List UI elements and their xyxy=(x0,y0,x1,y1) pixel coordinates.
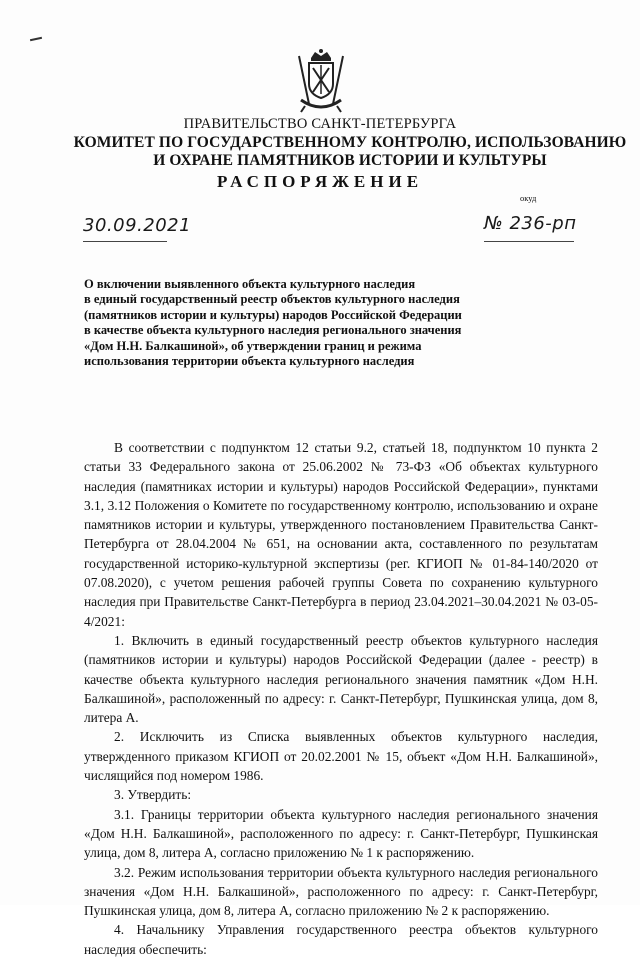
coat-of-arms-icon xyxy=(287,48,355,114)
item-2-paragraph: 2. Исключить из Списка выявленных объектов культурного наследия, утвержденного приказом КГИОП от 20.02.2001 № 15, объект «Дом Н.Н. Балкашиной», числящийся под номером 1986. xyxy=(84,729,598,784)
subject-line: в единый государственный реестр объектов культурного наследия xyxy=(84,292,460,307)
document-number: № 236-рп xyxy=(484,213,577,234)
committee-name-line: И ОХРАНЕ ПАМЯТНИКОВ ИСТОРИИ И КУЛЬТУРЫ xyxy=(153,152,547,169)
item-3-2-paragraph: 3.2. Режим использования территории объекта культурного наследия регионального значения «Дом Н.Н. Балкашиной», расположенного по адресу: г. Санкт-Петербург, Пушкинская улица, дом 8, литера А, согласно приложению № 2 к распоряжению. xyxy=(84,864,598,919)
document-date: 30.09.2021 xyxy=(83,215,192,236)
subject-line: «Дом Н.Н. Балкашиной», об утверждении границ и режима xyxy=(84,338,422,353)
okud-label: окуд xyxy=(520,193,537,203)
pen-mark xyxy=(30,37,42,41)
item-3-1-paragraph: 3.1. Границы территории объекта культурного наследия регионального значения «Дом Н.Н. Балкашиной», расположенного по адресу: г. Санкт-Петербург, Пушкинская улица, дом 8, литера А, согласно приложению № 1 к распоряжению. xyxy=(84,806,598,861)
subject-line: (памятников истории и культуры) народов Российской Федерации xyxy=(84,307,462,322)
committee-name xyxy=(60,134,640,170)
number-underline xyxy=(484,241,574,242)
subject-line: использования территории объекта культурного наследия xyxy=(84,354,415,369)
subject-line: О включении выявленного объекта культурного наследия xyxy=(84,277,416,291)
document-type-title: РАСПОРЯЖЕНИЕ xyxy=(216,172,424,191)
subject-line: в качестве объекта культурного наследия регионального значения xyxy=(84,323,462,338)
preamble-paragraph: В соответствии с подпунктом 12 статьи 9.2, статьей 18, подпунктом 10 пункта 2 статьи 33 Федерального закона от 25.06.2002 № 73-ФЗ «Об объектах культурного наследия (памятниках истории и культуры) народов Российской Федерации», пунктами 3.1, 3.12 Положения о Комитете по государственному контролю, использованию и охране памятников истории и культуры, утвержденного постановлением Правительства Санкт-Петербурга от 28.04.2004 № 651, на основании акта, составленного по результатам государственной историко-культурной экспертизы (рег. КГИОП № 01-84-140/2020 от 07.08.2020), с учетом решения рабочей группы Совета по сохранению культурного наследия при Правительстве Санкт-Петербурга в период 23.04.2021–30.04.2021 № 03-05-4/2021: xyxy=(84,440,598,629)
committee-name-line: КОМИТЕТ ПО ГОСУДАРСТВЕННОМУ КОНТРОЛЮ, ИСПОЛЬЗОВАНИЮ xyxy=(73,134,627,151)
government-name: ПРАВИТЕЛЬСТВО САНКТ-ПЕТЕРБУРГА xyxy=(183,116,457,132)
document-body xyxy=(84,438,598,959)
item-4-paragraph: 4. Начальнику Управления государственного реестра объектов культурного наследия обеспечить: xyxy=(84,922,598,957)
date-underline xyxy=(83,241,167,242)
document-subject xyxy=(84,277,604,369)
item-1-paragraph: 1. Включить в единый государственный реестр объектов культурного наследия (памятников истории и культуры) народов Российской Федерации (далее - реестр) в качестве объекта культурного наследия регионального значения памятник «Дом Н.Н. Балкашиной», расположенный по адресу: г. Санкт-Петербург, Пушкинская улица, дом 8, литера А. xyxy=(84,632,598,726)
item-3-paragraph: 3. Утвердить: xyxy=(114,787,192,803)
